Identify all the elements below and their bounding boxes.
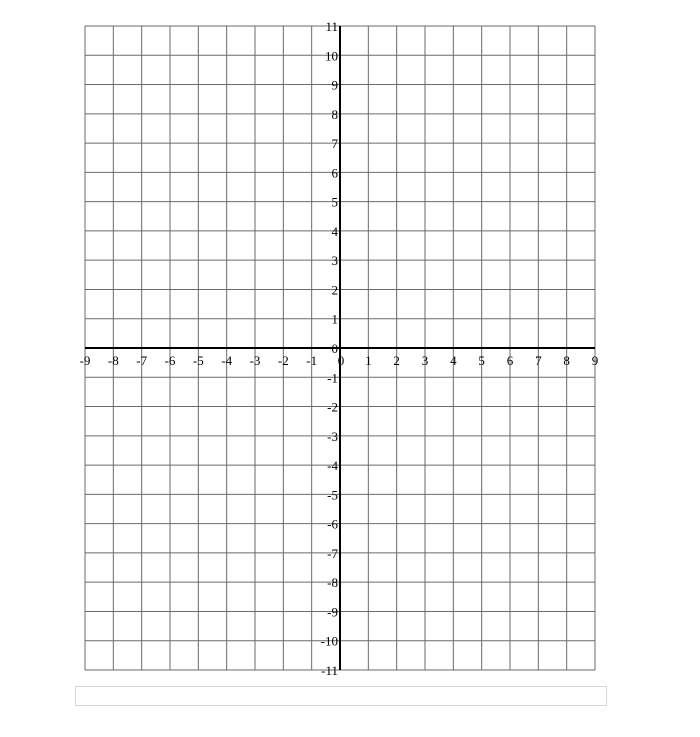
x-tick-label: 3 bbox=[421, 353, 429, 368]
x-tick-label: 1 bbox=[365, 353, 372, 368]
y-tick-label: 3 bbox=[331, 253, 338, 269]
x-tick-label: -6 bbox=[164, 353, 176, 368]
answer-input-box[interactable] bbox=[75, 686, 607, 706]
x-tick-label: -5 bbox=[192, 353, 204, 368]
y-tick-label: 7 bbox=[331, 136, 338, 152]
y-tick-label: -11 bbox=[321, 663, 338, 678]
y-tick-label: 1 bbox=[331, 311, 338, 327]
y-tick-label: -9 bbox=[327, 604, 338, 620]
x-tick-label: -1 bbox=[306, 353, 318, 368]
x-tick-label: 8 bbox=[563, 353, 570, 368]
y-tick-label: 6 bbox=[331, 165, 338, 181]
y-tick-label: 11 bbox=[325, 19, 338, 34]
x-axis-tick-labels bbox=[80, 353, 599, 368]
y-tick-label: -3 bbox=[327, 428, 338, 444]
y-tick-label: -2 bbox=[327, 399, 338, 415]
x-tick-label: 4 bbox=[450, 353, 457, 368]
x-tick-label: -8 bbox=[107, 353, 119, 368]
x-tick-label: -7 bbox=[136, 353, 148, 368]
axes bbox=[85, 26, 595, 670]
y-tick-label: 0 bbox=[331, 341, 338, 356]
x-tick-label: -9 bbox=[79, 353, 91, 368]
x-tick-label: 5 bbox=[478, 353, 485, 368]
x-tick-label: 6 bbox=[506, 353, 514, 368]
y-tick-label: 10 bbox=[325, 48, 338, 64]
y-tick-label: 5 bbox=[331, 194, 338, 210]
y-tick-label: -5 bbox=[327, 487, 338, 503]
y-tick-label: 8 bbox=[331, 106, 338, 122]
y-tick-label: 9 bbox=[331, 77, 338, 93]
x-tick-label: -4 bbox=[221, 353, 233, 368]
x-tick-label: 2 bbox=[393, 353, 400, 368]
x-tick-label: 9 bbox=[591, 353, 599, 368]
y-tick-label: -1 bbox=[327, 370, 338, 386]
x-tick-label: -3 bbox=[249, 353, 261, 368]
y-tick-label: -6 bbox=[327, 516, 338, 532]
y-tick-label: -7 bbox=[327, 545, 338, 561]
y-tick-label: -8 bbox=[327, 575, 338, 591]
y-tick-label: -10 bbox=[320, 633, 338, 649]
x-tick-label: 7 bbox=[535, 353, 542, 368]
x-tick-label: -2 bbox=[277, 353, 289, 368]
y-tick-label: 4 bbox=[331, 223, 338, 239]
x-tick-label: 0 bbox=[337, 353, 345, 368]
y-tick-label: 2 bbox=[331, 282, 338, 298]
y-tick-label: -4 bbox=[327, 458, 338, 474]
